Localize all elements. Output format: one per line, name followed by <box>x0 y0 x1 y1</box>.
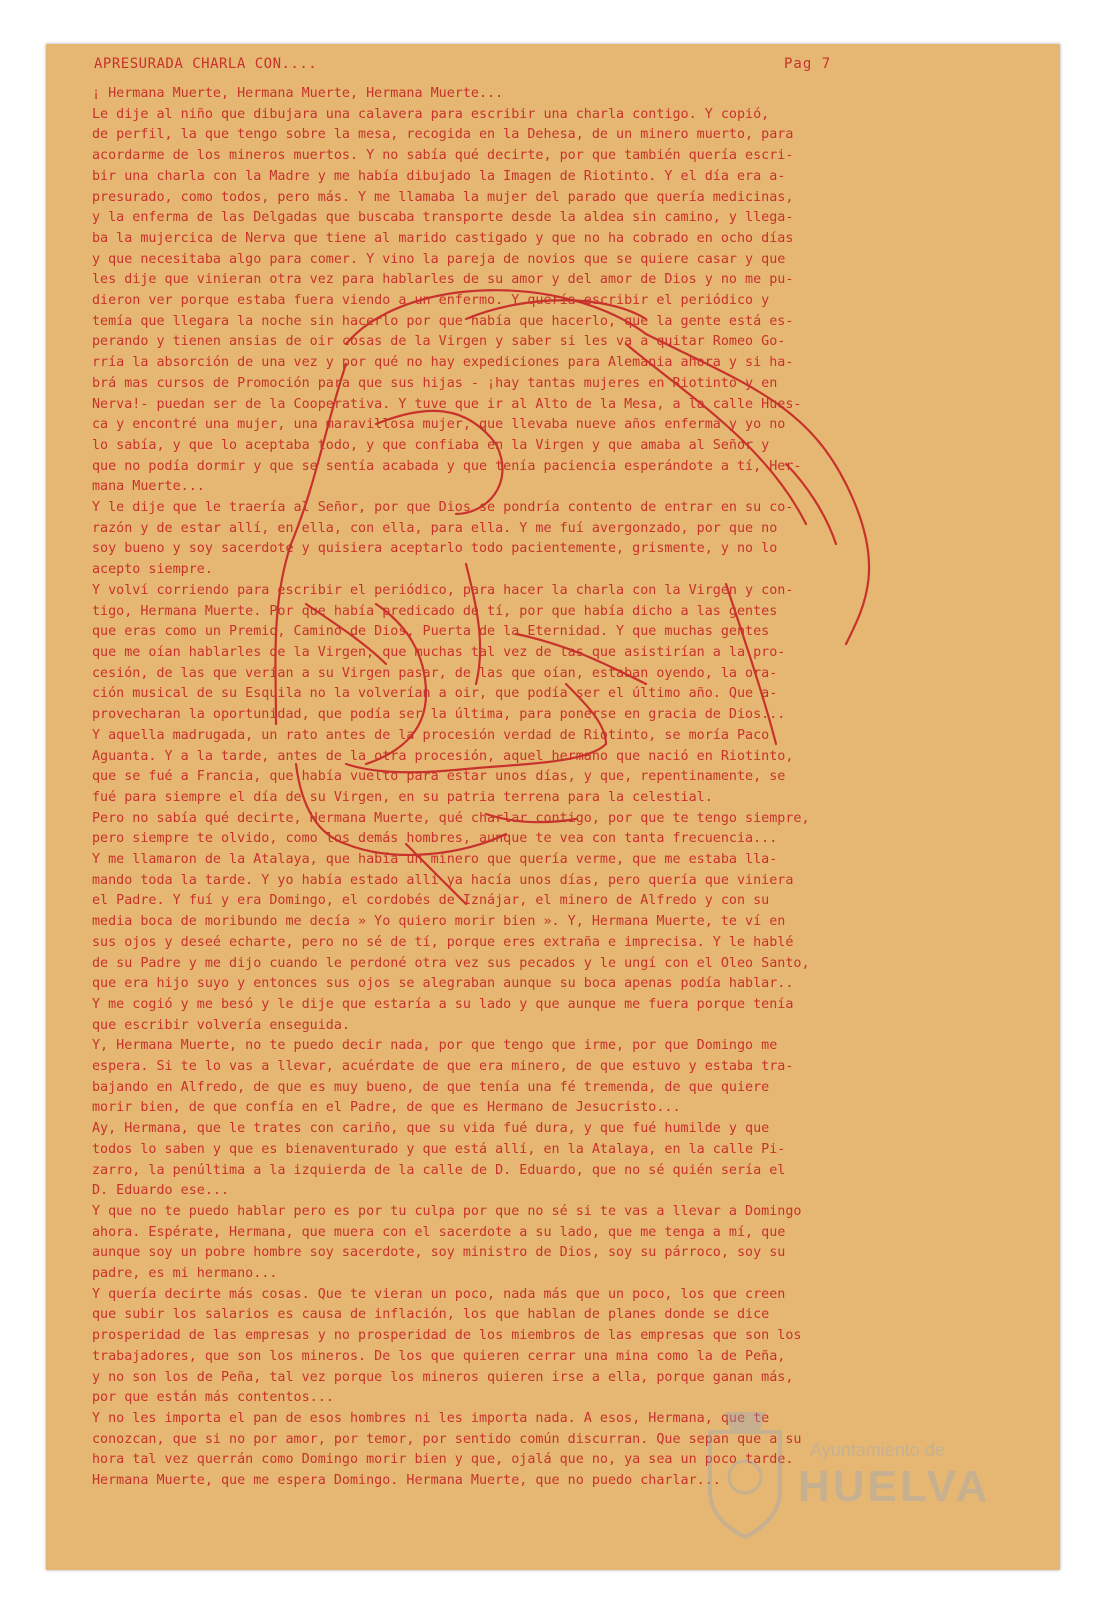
text-line: ahora. Espérate, Hermana, que muera con el sacerdote a su lado, que me tenga a mí, que <box>92 1224 786 1240</box>
text-line: media boca de moribundo me decía » Yo quiero morir bien ». Y, Hermana Muerte, te ví en <box>92 914 786 930</box>
text-line: que escribir volvería enseguida. <box>92 1017 350 1033</box>
text-line: aunque soy un pobre hombre soy sacerdote, soy ministro de Dios, soy su párroco, soy su <box>92 1245 786 1261</box>
text-line: sus ojos y deseé echarte, pero no sé de tí, porque eres extraña e imprecisa. Y le hablé <box>92 934 794 950</box>
text-line: presurado, como todos, pero más. Y me llamaba la mujer del parado que quería medicinas, <box>92 189 794 205</box>
text-line: de su Padre y me dijo cuando le perdoné otra vez sus pecados y le ungí con el Oleo Santo, <box>92 955 810 971</box>
text-line: que no podía dormir y que se sentía acabada y que tenía paciencia esperándote a tí, Her- <box>92 458 802 474</box>
coat-of-arms-icon <box>700 1402 790 1542</box>
text-line: que subir los salarios es causa de inflación, los que hablan de planes donde se dice <box>92 1307 770 1323</box>
text-line: que me oían hablarles de la Virgen, que muchas tal vez de las que asistirían a la pro- <box>92 644 786 660</box>
text-line: mando toda la tarde. Y yo había estado allí ya hacía unos días, pero quería que viniera <box>92 872 794 888</box>
text-line: fué para siempre el día de su Virgen, en su patria terrena para la celestial. <box>92 789 713 805</box>
text-line: conozcan, que si no por amor, por temor, por sentido común discurran. Que sepan que a su <box>92 1431 802 1447</box>
text-line: Nerva!- puedan ser de la Cooperativa. Y tuve que ir al Alto de la Mesa, a la calle Hues- <box>92 396 802 412</box>
typed-body-text <box>92 84 992 1492</box>
text-line: tigo, Hermana Muerte. Por que había predicado de tí, por que había dicho a las gentes <box>92 603 778 619</box>
text-line: D. Eduardo ese... <box>92 1183 230 1199</box>
text-line: zarro, la penúltima a la izquierda de la calle de D. Eduardo, que no sé quién sería el <box>92 1162 786 1178</box>
text-line: Hermana Muerte, que me espera Domingo. Hermana Muerte, que no puedo charlar... <box>92 1473 721 1489</box>
text-line: ¡ Hermana Muerte, Hermana Muerte, Hermana Muerte... <box>92 86 504 101</box>
text-line: cesión, de las que verían a su Virgen pasar, de las que oían, estaban oyendo, la ora- <box>92 665 778 681</box>
text-line: Y no les importa el pan de esos hombres ni les importa nada. A esos, Hermana, que te <box>92 1411 770 1426</box>
watermark-line1: Ayuntamiento de <box>810 1440 945 1460</box>
text-line: rría la absorción de una vez y por qué no hay expediciones para Alemania ahora y si ha- <box>92 355 794 371</box>
text-line: les dije que vinieran otra vez para hablarles de su amor y del amor de Dios y no me pu- <box>92 272 794 288</box>
text-line: razón y de estar allí, en ella, con ella, para ella. Y me fuí avergonzado, por que no <box>92 520 778 536</box>
page-number: Pag 7 <box>784 56 832 72</box>
watermark-line2: HUELVA <box>798 1462 991 1511</box>
text-line: todos lo saben y que es bienaventurado y que está allí, en la Atalaya, en la calle Pi- <box>92 1141 786 1157</box>
text-line: trabajadores, que son los mineros. De los que quieren cerrar una mina como la de Peña, <box>92 1348 786 1364</box>
text-line: Y me cogió y me besó y le dije que estaría a su lado y que aunque me fuera porque tenía <box>92 996 794 1012</box>
text-line: Le dije al niño que dibujara una calavera para escribir una charla contigo. Y copió, <box>92 106 770 122</box>
text-line: morir bien, de que confía en el Padre, de que es Hermano de Jesucristo... <box>92 1100 681 1116</box>
text-line: bajando en Alfredo, de que es muy bueno, de que tenía una fé tremenda, de que quiere <box>92 1079 770 1095</box>
text-line: dieron ver porque estaba fuera viendo a un enfermo. Y quería escribir el periódico y <box>92 293 770 309</box>
text-line: bir una charla con la Madre y me había dibujado la Imagen de Riotinto. Y el día era a- <box>92 168 786 184</box>
municipal-watermark <box>700 1402 1030 1542</box>
text-line: brá mas cursos de Promoción para que sus hijas - ¡hay tantas mujeres en Riotinto y en <box>92 375 778 391</box>
text-line: acepto siempre. <box>92 562 213 578</box>
text-line: soy bueno y soy sacerdote y quisiera aceptarlo todo pacientemente, grismente, y no lo <box>92 541 778 557</box>
text-line: pero siempre te olvido, como los demás hombres, aunque te vea con tanta frecuencia... <box>92 831 778 847</box>
text-line: Pero no sabía qué decirte, Hermana Muerte, qué charlar contigo, por que te tengo siempre, <box>92 810 810 826</box>
text-line: ción musical de su Esquila no la volverían a oir, que podía ser el último año. Que a- <box>92 686 778 702</box>
text-line: hora tal vez querrán como Domingo morir bien y que, ojalá que no, ya sea un poco tarde. <box>92 1452 794 1468</box>
text-line: Y volví corriendo para escribir el periódico, para hacer la charla con la Virgen y con- <box>92 582 794 598</box>
text-line: Y quería decirte más cosas. Que te vieran un poco, nada más que un poco, los que creen <box>92 1286 786 1302</box>
text-line: ba la mujercica de Nerva que tiene al marido castigado y que no ha cobrado en ocho días <box>92 230 794 246</box>
text-line: Y le dije que le traería al Señor, por que Dios se pondría contento de entrar en su co- <box>92 500 794 516</box>
text-line: lo sabía, y que lo aceptaba todo, y que confiaba en la Virgen y que amaba al Señor y <box>92 437 770 453</box>
text-line: acordarme de los mineros muertos. Y no sabía qué decirte, por que también quería escri- <box>92 148 794 164</box>
text-line: prosperidad de las empresas y no prosperidad de los miembros de las empresas que son los <box>92 1328 802 1344</box>
document-title: APRESURADA CHARLA CON.... <box>94 56 318 72</box>
text-line: Aguanta. Y a la tarde, antes de la otra procesión, aquel hermano que nació en Riotinto, <box>92 748 794 764</box>
text-line: ca y encontré una mujer, una maravillosa mujer, que llevaba nueve años enferma y yo no <box>92 417 786 433</box>
text-line: y no son los de Peña, tal vez porque los mineros quieren irse a ella, porque ganan más, <box>92 1369 794 1385</box>
text-line: Y, Hermana Muerte, no te puedo decir nada, por que tengo que irme, por que Domingo me <box>92 1038 778 1054</box>
text-line: de perfil, la que tengo sobre la mesa, recogida en la Dehesa, de un minero muerto, para <box>92 127 794 143</box>
text-line: que eras como un Premio, Camino de Dios, Puerta de la Eternidad. Y que muchas gentes <box>92 624 770 640</box>
text-line: perando y tienen ansias de oir cosas de la Virgen y saber si les va a quitar Romeo Go- <box>92 334 786 350</box>
text-line: Y que no te puedo hablar pero es por tu culpa por que no sé si te vas a llevar a Domingo <box>92 1203 802 1219</box>
text-line: mana Muerte... <box>92 479 205 495</box>
text-line: que era hijo suyo y entonces sus ojos se alegraban aunque su boca apenas podía hablar.. <box>92 976 794 992</box>
text-line: Y me llamaron de la Atalaya, que había un minero que quería verme, que me estaba lla- <box>92 852 778 868</box>
text-line: espera. Si te lo vas a llevar, acuérdate de que era minero, de que estuvo y estaba tra- <box>92 1059 794 1075</box>
text-line: por que están más contentos... <box>92 1390 334 1406</box>
text-line: provecharan la oportunidad, que podía ser la última, para ponerse en gracia de Dios... <box>92 707 786 723</box>
text-line: y la enferma de las Delgadas que buscaba transporte desde la aldea sin camino, y llega- <box>92 210 794 226</box>
text-line: el Padre. Y fuí y era Domingo, el cordobés de Iznájar, el minero de Alfredo y con su <box>92 893 770 909</box>
text-line: padre, es mi hermano... <box>92 1266 278 1282</box>
text-line: y que necesitaba algo para comer. Y vino la pareja de novios que se quiere casar y que <box>92 251 786 267</box>
text-line: Y aquella madrugada, un rato antes de la procesión verdad de Riotinto, se moría Paco <box>92 727 770 743</box>
text-line: temía que llegara la noche sin hacerlo por que había que hacerlo, que la gente está es- <box>92 313 794 329</box>
text-line: Ay, Hermana, que le trates con cariño, que su vida fué dura, y que fué humilde y que <box>92 1121 770 1137</box>
text-line: que se fué a Francia, que había vuelto para estar unos días, y que, repentinamente, se <box>92 769 786 785</box>
